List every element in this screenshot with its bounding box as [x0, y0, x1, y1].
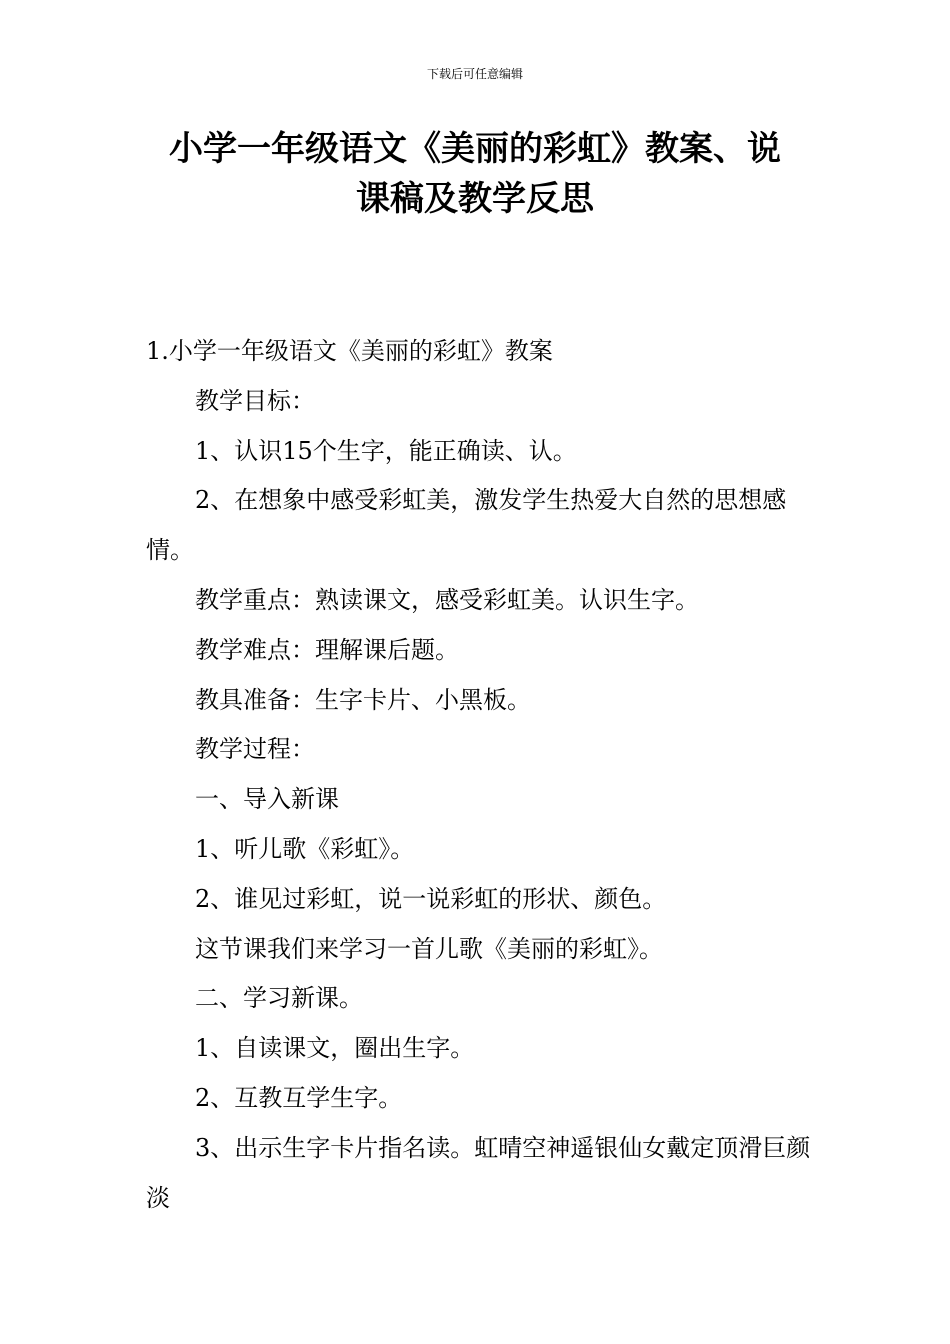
paragraph: 教学过程：: [195, 735, 315, 764]
section-heading: 1.小学一年级语文《美丽的彩虹》教案: [146, 337, 553, 365]
paragraph: 1、自读课文，圈出生字。: [195, 1034, 475, 1063]
document-title-line-1: 小学一年级语文《美丽的彩虹》教案、说: [169, 129, 781, 169]
paragraph: 2、互教互学生字。: [195, 1083, 403, 1112]
paragraph: 一、导入新课: [195, 785, 339, 814]
document-title: [0, 124, 950, 224]
document-title-line-2: 课稿及教学反思: [356, 179, 594, 219]
paragraph: 2、在想象中感受彩虹美，激发学生热爱大自然的思想感情。: [146, 486, 787, 565]
header-note: 下载后可任意编辑: [426, 67, 523, 81]
paragraph: 教具准备：生字卡片、小黑板。: [195, 685, 531, 714]
paragraph: 1、听儿歌《彩虹》。: [195, 834, 415, 863]
paragraph: 这节课我们来学习一首儿歌《美丽的彩虹》。: [195, 934, 663, 963]
paragraph: 二、学习新课。: [195, 984, 363, 1013]
paragraph: 2、谁见过彩虹，说一说彩虹的形状、颜色。: [195, 884, 667, 913]
paragraph: 教学难点：理解课后题。: [195, 635, 459, 664]
paragraph: 3、出示生字卡片指名读。虹晴空神遥银仙女戴定顶滑巨颜淡: [146, 1133, 811, 1212]
document-body: [146, 327, 811, 1223]
paragraph: 教学重点：熟读课文，感受彩虹美。认识生字。: [195, 585, 699, 614]
paragraph: 教学目标：: [195, 386, 315, 415]
paragraph: 1、认识15个生字，能正确读、认。: [195, 436, 577, 465]
